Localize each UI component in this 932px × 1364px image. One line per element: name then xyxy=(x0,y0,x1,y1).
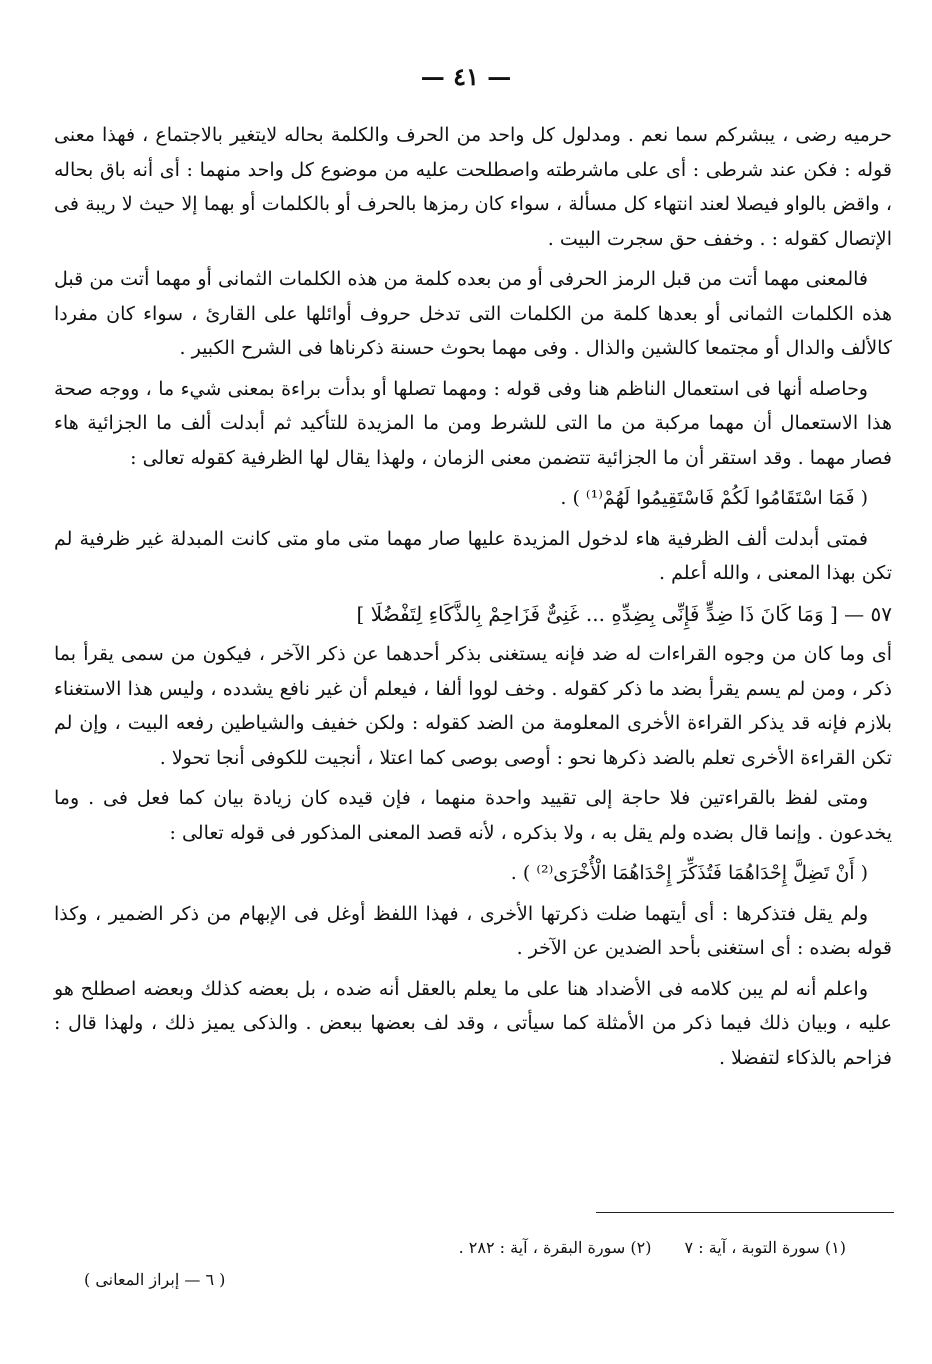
poem-verse: ٥٧ — [ وَمَا كَانَ ذَا ضِدٍّ فَإِنِّى بِضِدِّهِ ... غَنِىٌّ فَزَاحِمْ بِالذَّكَاءِ لِتَفْضُلَا ] xyxy=(356,601,892,626)
footnote-1: (١) سورة التوبة ، آية : ٧ xyxy=(684,1238,846,1257)
paragraph: وحاصله أنها فى استعمال الناظم هنا وفى قوله : ومهما تصلها أو بدأت براءة بمعنى شيء ما ، ووجه صحة هذا الاستعمال أن مهما مركبة من ما التى للشرط ومن ما المزيدة للتأكيد ثم أبدلت ألف ما الجزائية هاء فصار مهما . وقد استقر أن ما الجزائية تتضمن معنى الزمان ، ولهذا يقال لها الظرفية كقوله تعالى : xyxy=(54,377,892,469)
page-number: — ٤١ — xyxy=(420,62,512,91)
footnote-2: (٢) سورة البقرة ، آية : ٢٨٢ . xyxy=(458,1238,652,1257)
footnote-divider xyxy=(596,1212,894,1213)
paragraph: ومتى لفظ بالقراءتين فلا حاجة إلى تقييد واحدة منهما ، فإن قيده كان زيادة بيان كما فعل فى . وما يخدعون . وإنما قال بضده ولم يقل به ، ولا بذكره ، لأنه قصد المعنى المذكور فى قوله تعالى : xyxy=(54,787,892,844)
paragraph: أى وما كان من وجوه القراءات له ضد فإنه يستغنى بذكر أحدهما عن ذكر الآخر ، فيكون من سمى يقرأ بما ذكر ، ومن لم يسم يقرأ بضد ما ذكر كقوله . وخف لووا ألفا ، فيعلم أن غير نافع يشدده ، وليس هذا الاستغناء بلازم فإنه قد يذكر القراءة الأخرى المعلومة من الضد كقوله : ولكن خفيف والشياطين رفعه البيت ، وإن لم تكن القراءة الأخرى تعلم بالضد ذكرها نحو : أوصى بوصى كما اعتلا ، أنجيت للكوفى أنجا تحولا . xyxy=(54,643,892,769)
paragraph: حرميه رضى ، يبشركم سما نعم . ومدلول كل واحد من الحرف والكلمة بحاله لايتغير بالاجتماع ، فهذا معنى قوله : فكن عند شرطى : أى على ماشرطته واصطلحت عليه من موضوع كل واحد منهما : أى أنه باق بحاله ، واقض بالواو فيصلا لعند انتهاء كل مسألة ، سواء كان رمزها بالحرف أو بالكلمات أو بهما إلا حيث لا ريبة فى الإتصال كقوله : . وخفف حق سجرت البيت . xyxy=(54,124,892,250)
signature-mark: ( ٦ — إبراز المعانى ) xyxy=(84,1270,226,1289)
paragraph: فالمعنى مهما أتت من قبل الرمز الحرفى أو من بعده كلمة من هذه الكلمات الثمانى أو مهما أتت من قبل هذه الكلمات الثمانى أو بعدها كلمة من الكلمات التى تدخل حروف أوائلها على القارئ ، سواء كان مفردا كالألف والدال أو مجتمعا كالشين والذال . وفى مهما بحوث حسنة ذكرناها فى الشرح الكبير . xyxy=(54,268,892,359)
body-text xyxy=(54,118,892,1081)
paragraph: فمتى أبدلت ألف الظرفية هاء لدخول المزيدة عليها صار مهما متى ماو متى كانت المبدلة غير ظرفية لم تكن بهذا المعنى ، والله أعلم . xyxy=(54,527,892,584)
footnotes xyxy=(360,1238,846,1257)
paragraph: ولم يقل فتذكرها : أى أيتهما ضلت ذكرتها الأخرى ، فهذا اللفظ أوغل فى الإبهام من ذكر الضمير ، وكذا قوله بضده : أى استغنى بأحد الضدين عن الآخر . xyxy=(54,902,892,959)
quran-verse: ( أَنْ تَضِلَّ إِحْدَاهُمَا فَتُذَكِّرَ إِحْدَاهُمَا الْأُخْرَى⁽²⁾ ) . xyxy=(510,862,868,884)
quran-verse: ( فَمَا اسْتَقَامُوا لَكُمْ فَاسْتَقِيمُوا لَهُمْ⁽¹⁾ ) . xyxy=(560,487,868,509)
paragraph: واعلم أنه لم يبن كلامه فى الأضداد هنا على ما يعلم بالعقل أنه ضده ، بل بعضه كذلك وبعضه اصطلح هو عليه ، وبيان ذلك فيما ذكر من الأمثلة كما سيأتى ، وقد لف بعضها ببعض . والذكى يميز ذلك ، ولهذا قال : فزاحم بالذكاء لتفضلا . xyxy=(54,977,892,1069)
